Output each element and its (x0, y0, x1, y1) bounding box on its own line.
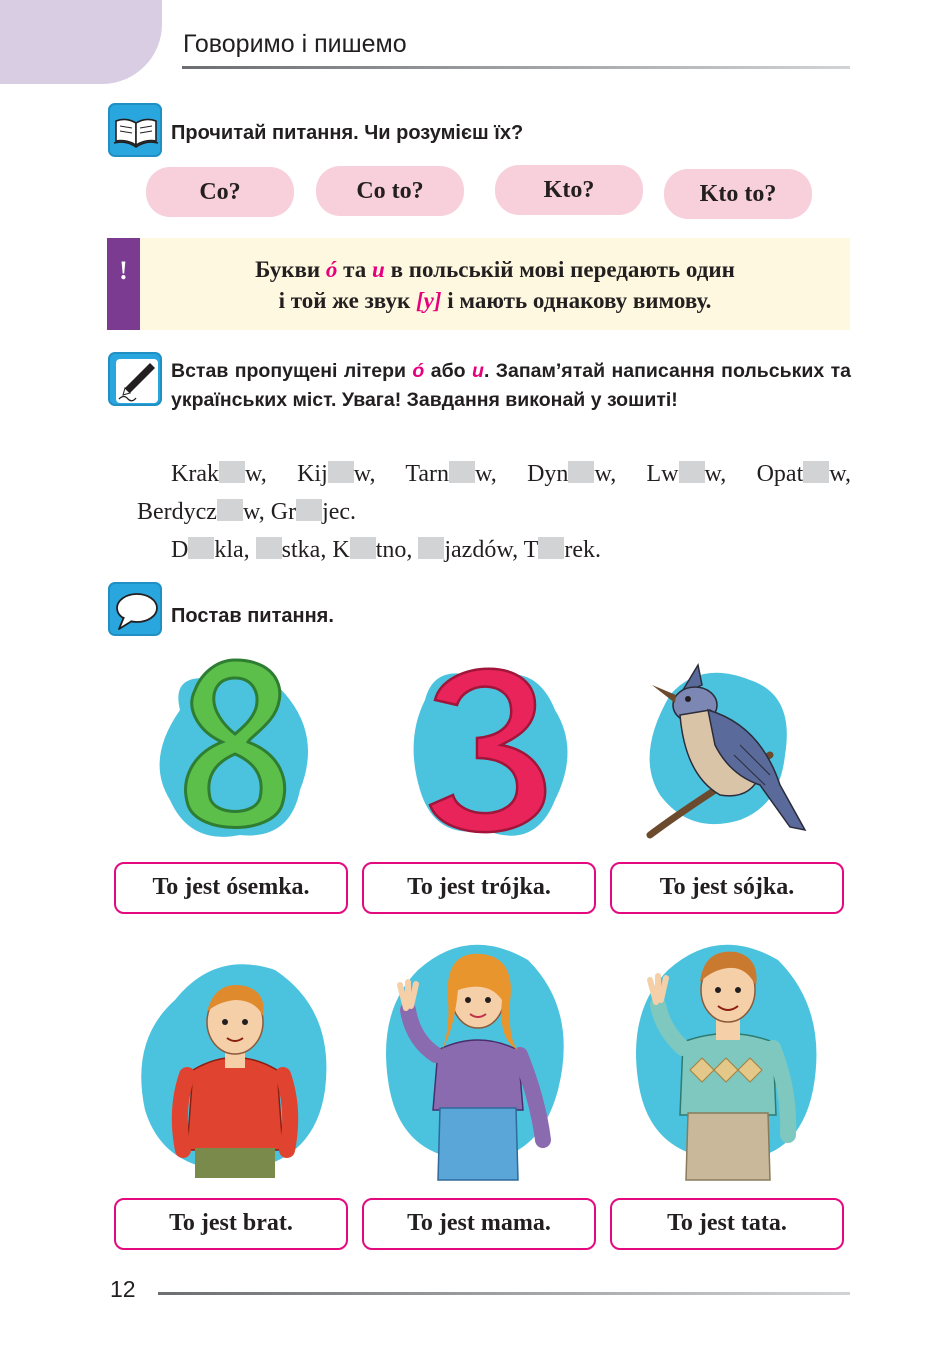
missing-letter-gap (449, 461, 475, 483)
caption-tata: To jest tata. (610, 1198, 844, 1250)
brother-illustration (135, 950, 335, 1185)
caption-trojka: To jest trójka. (362, 862, 596, 914)
cities-line-1: Krak w, Kij w, Tarn w, Dyn w, Lw w, Opat w, (171, 461, 852, 487)
missing-letter-gap (256, 537, 282, 559)
missing-letter-gap (350, 537, 376, 559)
question-pill-4: Kto to? (664, 169, 812, 219)
rule-line-1: Букви ó та u в польській мові передають один (255, 257, 735, 282)
question-pill-3: Kto? (495, 165, 643, 215)
footer-divider (158, 1292, 850, 1295)
missing-letter-gap (188, 537, 214, 559)
pen-icon (108, 352, 162, 406)
caption-sojka: To jest sójka. (610, 862, 844, 914)
header-divider (182, 66, 850, 69)
page-number: 12 (110, 1276, 136, 1302)
question-pill-2: Co to? (316, 166, 464, 216)
rule-line-2: і той же звук [у] і мають однакову вимову. (278, 288, 712, 313)
missing-letter-gap (679, 461, 705, 483)
task1-instruction: Прочитай питання. Чи розумієш їх? (171, 122, 524, 144)
missing-letter-gap (219, 461, 245, 483)
number-eight-illustration (150, 650, 320, 850)
question-pill-1: Co? (146, 167, 294, 217)
father-illustration (628, 930, 823, 1185)
missing-letter-gap (568, 461, 594, 483)
section-title: Говоримо і пишемо (183, 30, 407, 58)
task3-instruction: Постав питання. (171, 605, 334, 627)
jay-bird-illustration (630, 655, 815, 845)
missing-letter-gap (296, 499, 322, 521)
missing-letter-gap (538, 537, 564, 559)
speech-bubble-icon (108, 582, 162, 636)
number-three-illustration (405, 650, 575, 850)
task2-instruction: Встав пропущені літери ó або u. Запам’ятай написання польських та українських міст. Увага! Завдання виконай у зошиті! (171, 360, 852, 411)
exclamation-icon: ! (107, 238, 140, 330)
mother-illustration (378, 930, 573, 1185)
cities-line-3: D kla, stka, K tno, jazdów, T rek. (171, 537, 601, 563)
caption-osemka: To jest ósemka. (114, 862, 348, 914)
missing-letter-gap (803, 461, 829, 483)
rule-box (107, 238, 850, 330)
missing-letter-gap (328, 461, 354, 483)
cities-line-2: Berdycz w, Gr jec. (137, 499, 357, 525)
open-book-icon (108, 103, 162, 157)
missing-letter-gap (418, 537, 444, 559)
missing-letter-gap (217, 499, 243, 521)
caption-brat: To jest brat. (114, 1198, 348, 1250)
corner-tab (0, 0, 162, 84)
caption-mama: To jest mama. (362, 1198, 596, 1250)
